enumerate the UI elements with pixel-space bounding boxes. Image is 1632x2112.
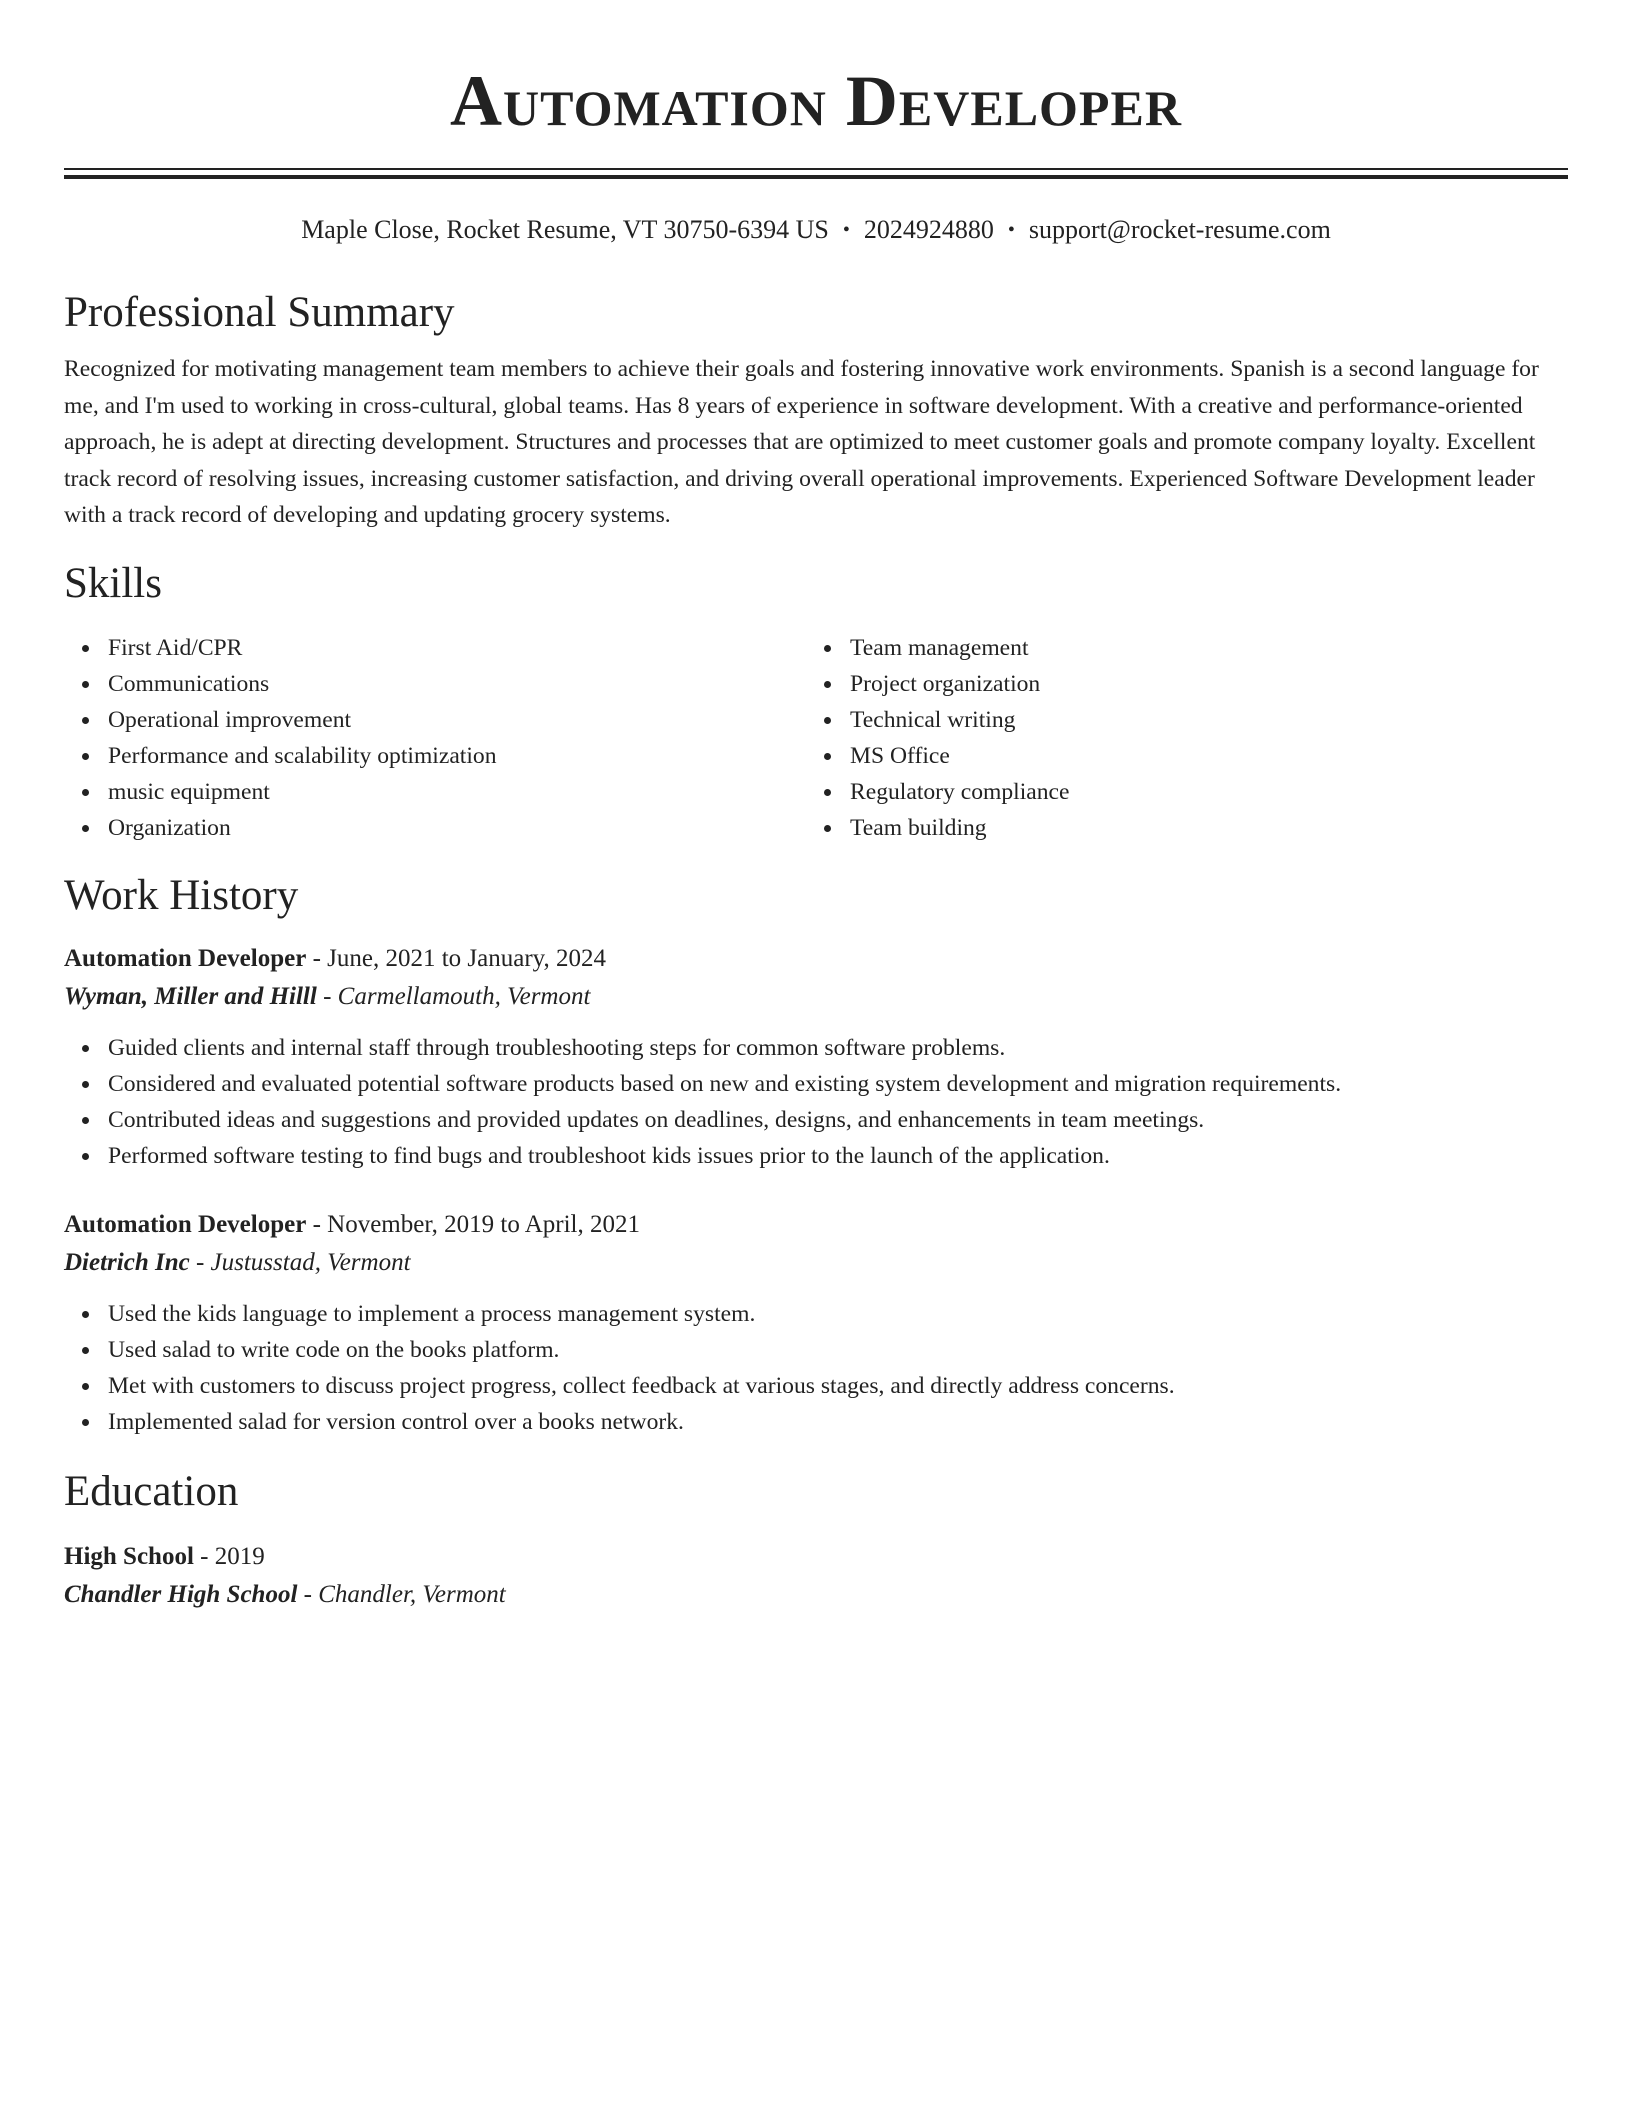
job-entry	[64, 1206, 1568, 1440]
contact-email: support@rocket-resume.com	[1028, 215, 1331, 244]
job-duty: Considered and evaluated potential software products based on new and existing system development and migration requirements.	[108, 1066, 1568, 1102]
summary-heading: Professional Summary	[64, 289, 455, 336]
skills-section	[64, 558, 1568, 846]
skill-item: Performance and scalability optimization	[108, 738, 806, 774]
summary-text: Recognized for motivating management team members to achieve their goals and fostering innovative work environments. Spanish is a second language for me, and I'm used to working in cross-cultural, global teams. Has 8 years of experience in software development. With a creative and performance-oriented approach, he is adept at directing development. Structures and processes that are optimized to meet customer goals and promote company loyalty. Excellent track record of resolving issues, increasing customer satisfaction, and driving overall operational improvements. Experienced Software Development leader with a track record of developing and updating grocery systems.	[64, 356, 1539, 529]
job-company-line	[64, 978, 1568, 1016]
job-duty: Implemented salad for version control over a books network.	[108, 1404, 1568, 1440]
job-role: Automation Developer	[64, 1210, 307, 1238]
job-location: - Carmellamouth, Vermont	[316, 982, 591, 1010]
education-entry	[64, 1538, 1568, 1614]
education-school-line	[64, 1576, 1568, 1614]
skills-grid	[64, 630, 1568, 846]
job-company-line	[64, 1244, 1568, 1282]
job-title-line	[64, 1206, 1568, 1244]
job-duty: Performed software testing to find bugs and troubleshoot kids issues prior to the launch of the application.	[108, 1138, 1568, 1174]
education-degree: High School	[64, 1542, 194, 1570]
skill-item: Regulatory compliance	[850, 774, 1548, 810]
skill-item: Team management	[850, 630, 1548, 666]
job-location: - Justusstad, Vermont	[189, 1248, 411, 1276]
education-section	[64, 1466, 1568, 1614]
skills-heading: Skills	[64, 559, 162, 607]
job-duty: Used salad to write code on the books platform.	[108, 1332, 1568, 1368]
job-duty: Contributed ideas and suggestions and provided updates on deadlines, designs, and enhancements in team meetings.	[108, 1102, 1568, 1138]
job-duty: Used the kids language to implement a process management system.	[108, 1296, 1568, 1332]
job-duties-list	[64, 1030, 1568, 1174]
job-company: Dietrich Inc	[64, 1248, 190, 1276]
header-double-rule	[64, 168, 1568, 179]
work-history-section	[64, 870, 1568, 1440]
job-duties-list	[64, 1296, 1568, 1440]
skill-item: Technical writing	[850, 702, 1548, 738]
contact-line	[64, 213, 1568, 247]
job-dates: - November, 2019 to April, 2021	[306, 1210, 641, 1238]
job-duty: Guided clients and internal staff through troubleshooting steps for common software problems.	[108, 1030, 1568, 1066]
skills-column-left	[64, 630, 806, 846]
contact-address: Maple Close, Rocket Resume, VT 30750-6394 US	[301, 215, 829, 244]
job-dates: - June, 2021 to January, 2024	[306, 944, 607, 972]
candidate-name: Automation Developer	[450, 61, 1182, 141]
education-location: - Chandler, Vermont	[297, 1580, 506, 1608]
skill-item: Organization	[108, 810, 806, 846]
skill-item: music equipment	[108, 774, 806, 810]
education-school: Chandler High School	[64, 1580, 298, 1608]
education-year: - 2019	[193, 1542, 265, 1570]
job-entry	[64, 940, 1568, 1174]
summary-section	[64, 287, 1568, 534]
skill-item: Operational improvement	[108, 702, 806, 738]
skill-item: Project organization	[850, 666, 1548, 702]
job-title-line	[64, 940, 1568, 978]
skills-column-right	[806, 630, 1548, 846]
skill-item: MS Office	[850, 738, 1548, 774]
skill-item: Team building	[850, 810, 1548, 846]
skill-item: First Aid/CPR	[108, 630, 806, 666]
contact-separator: •	[1007, 219, 1015, 241]
work-history-heading: Work History	[64, 871, 299, 919]
skill-item: Communications	[108, 666, 806, 702]
education-heading: Education	[64, 1467, 239, 1515]
contact-phone: 2024924880	[863, 215, 994, 244]
contact-separator: •	[842, 219, 850, 241]
education-degree-line	[64, 1538, 1568, 1576]
job-duty: Met with customers to discuss project progress, collect feedback at various stages, and directly address concerns.	[108, 1368, 1568, 1404]
job-role: Automation Developer	[64, 944, 307, 972]
job-company: Wyman, Miller and Hilll	[64, 982, 317, 1010]
